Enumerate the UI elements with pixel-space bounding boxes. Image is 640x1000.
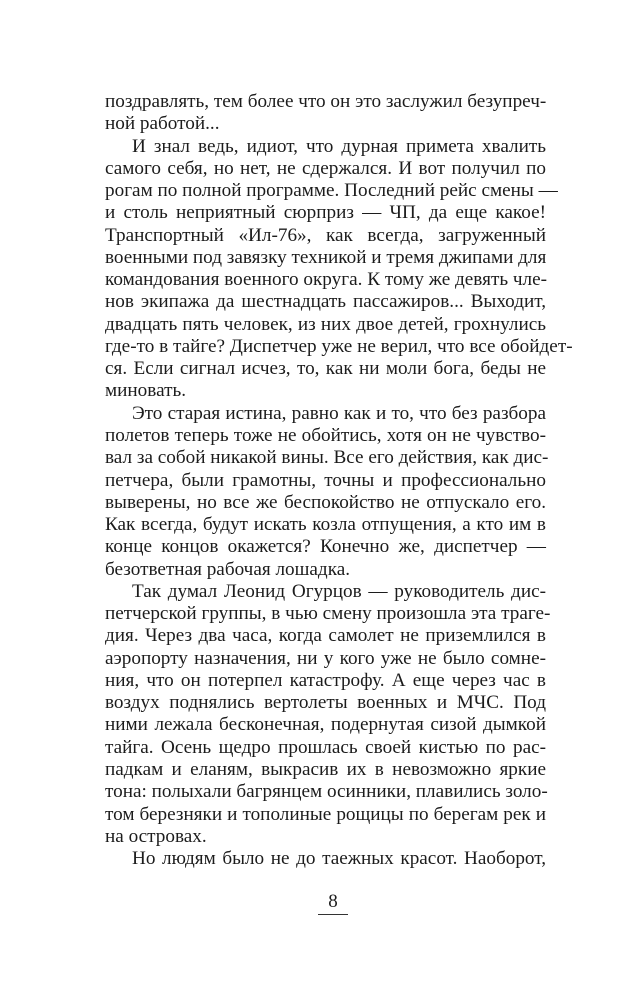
page-body-text <box>105 91 573 870</box>
text-line: рогам по полной программе. Последний рейс смены — <box>105 180 558 202</box>
text-line: нов экипажа да шестнадцать пассажиров... Выходит, <box>105 291 546 313</box>
text-line: Это старая истина, равно как и то, что без разбора <box>132 402 546 424</box>
text-line: дия. Через два часа, когда самолет не приземлился в <box>105 625 546 647</box>
text-line: ния, что он потерпел катастрофу. А еще через час в <box>105 669 546 691</box>
text-line: конце концов окажется? Конечно же, диспетчер — <box>105 536 546 558</box>
text-line: Но людям было не до таежных красот. Наоборот, <box>132 848 546 870</box>
text-line: самого себя, но нет, не сдержался. И вот получил по <box>105 157 546 179</box>
text-line: ной работой... <box>105 113 220 135</box>
text-line: том березняки и тополиные рощицы по берегам рек и <box>105 803 546 825</box>
text-line: Как всегда, будут искать козла отпущения, а кто им в <box>105 514 546 536</box>
text-line: Так думал Леонид Огурцов — руководитель дис- <box>132 580 546 602</box>
text-line: ними лежала бесконечная, подернутая сизой дымкой <box>105 714 546 736</box>
text-line: ся. Если сигнал исчез, то, как ни моли бога, беды не <box>105 358 546 380</box>
text-line: безответная рабочая лошадка. <box>105 558 351 580</box>
text-line: воздух поднялись вертолеты военных и МЧС. Под <box>105 692 546 714</box>
page-number: 8 <box>318 890 348 915</box>
text-line: петчера, были грамотны, точны и профессионально <box>105 469 546 491</box>
text-line: на островах. <box>105 825 207 847</box>
text-line: выверены, но все же беспокойство не отпускало его. <box>105 491 546 513</box>
text-line: полетов теперь тоже не обойтись, хотя он не чувство- <box>105 424 546 446</box>
text-line: Транспортный «Ил-76», как всегда, загруженный <box>105 224 546 246</box>
text-line: аэропорту назначения, ни у кого уже не было сомне- <box>105 647 546 669</box>
text-line: И знал ведь, идиот, что дурная примета хвалить <box>132 135 546 157</box>
text-line: тайга. Осень щедро прошлась своей кистью по рас- <box>105 736 546 758</box>
text-line: где-то в тайге? Диспетчер уже не верил, что все обойдет- <box>105 335 573 357</box>
text-line: двадцать пять человек, из них двое детей, грохнулись <box>105 313 546 335</box>
text-line: петчерской группы, в чью смену произошла эта траге- <box>105 603 551 625</box>
text-line: миновать. <box>105 380 187 402</box>
text-line: военными под завязку техникой и тремя джипами для <box>105 246 547 268</box>
text-line: тона: полыхали багрянцем осинники, плавились золо- <box>105 781 548 803</box>
text-line: командования военного округа. К тому же девять чле- <box>105 269 548 291</box>
text-line: падкам и еланям, выкрасив их в невозможно яркие <box>105 758 546 780</box>
text-line: вал за собой никакой вины. Все его действия, как дис- <box>105 447 549 469</box>
text-line: и столь неприятный сюрприз — ЧП, да еще какое! <box>105 202 546 224</box>
text-line: поздравлять, тем более что он это заслужил безупреч- <box>105 91 547 112</box>
